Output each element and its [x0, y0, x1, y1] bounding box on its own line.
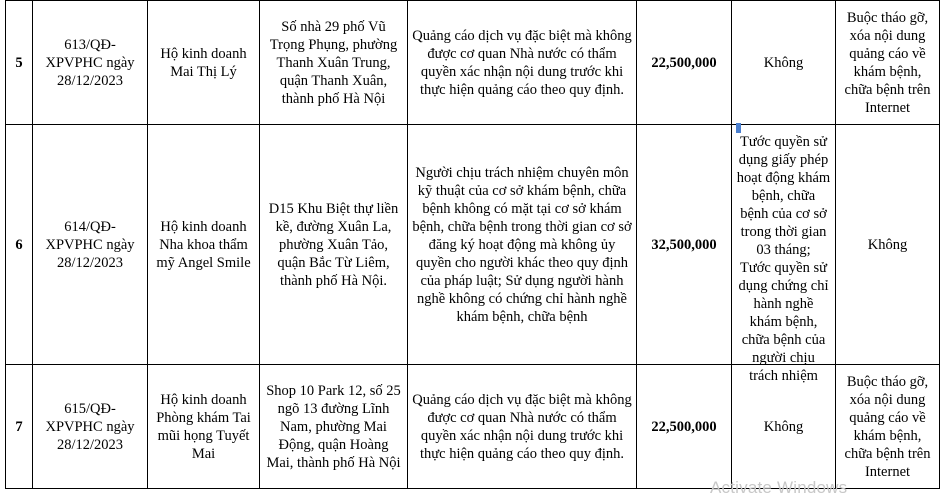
address-cell: Shop 10 Park 12, số 25 ngõ 13 đường Lĩnh Nam, phường Mai Động, quận Hoàng Mai, thành phố Hà Nội [260, 365, 408, 489]
activate-windows-watermark: Activate Windows [710, 478, 848, 497]
row-number: 6 [6, 125, 33, 365]
business-name-cell: Hộ kinh doanh Mai Thị Lý [148, 1, 260, 125]
additional-penalty-cell: Không [732, 365, 836, 489]
violation-cell: Quảng cáo dịch vụ đặc biệt mà không được cơ quan Nhà nước có thẩm quyền xác nhận nội dung trước khi thực hiện quảng cáo theo quy định. [408, 1, 637, 125]
decision-cell: 613/QĐ-XPVPHC ngày 28/12/2023 [33, 1, 148, 125]
remedy-cell: Buộc tháo gỡ, xóa nội dung quảng cáo về khám bệnh, chữa bệnh trên Internet [836, 365, 940, 489]
business-name-cell: Hộ kinh doanh Phòng khám Tai mũi họng Tuyết Mai [148, 365, 260, 489]
text-cursor-icon [736, 123, 741, 133]
fine-cell: 32,500,000 [637, 125, 732, 365]
additional-penalty-cell: Không [732, 1, 836, 125]
row-number: 7 [6, 365, 33, 489]
additional-penalty-cell [732, 125, 836, 384]
violation-cell: Người chịu trách nhiệm chuyên môn kỹ thuật của cơ sở khám bệnh, chữa bệnh không có mặt tại cơ sở khám bệnh, chữa bệnh trong thời gian cơ sở đăng ký hoạt động mà không ủy quyền cho người khác theo quy định của pháp luật; Sử dụng người hành nghề không có chứng chỉ hành nghề khám bệnh, chữa bệnh [408, 125, 637, 365]
remedy-cell: Buộc tháo gỡ, xóa nội dung quảng cáo về khám bệnh, chữa bệnh trên Internet [836, 1, 940, 125]
fine-cell: 22,500,000 [637, 1, 732, 125]
table-row [6, 1, 940, 125]
table-row [6, 125, 940, 365]
address-cell: Số nhà 29 phố Vũ Trọng Phụng, phường Thanh Xuân Trung, quận Thanh Xuân, thành phố Hà Nội [260, 1, 408, 125]
decision-cell: 614/QĐ-XPVPHC ngày 28/12/2023 [33, 125, 148, 365]
penalty-part-certificate: Tước quyền sử dụng chứng chỉ hành nghề khám bệnh, chữa bệnh của người chịu trách nhiệm [738, 259, 829, 384]
penalty-part-license: Tước quyền sử dụng giấy phép hoạt động khám bệnh, chữa bệnh của cơ sở trong thời gian 03 tháng; [736, 123, 831, 259]
remedy-cell: Không [836, 125, 940, 365]
fine-cell: 22,500,000 [637, 365, 732, 489]
business-name-cell: Hộ kinh doanh Nha khoa thẩm mỹ Angel Smile [148, 125, 260, 365]
penalty-table [5, 0, 940, 489]
decision-cell: 615/QĐ-XPVPHC ngày 28/12/2023 [33, 365, 148, 489]
address-cell: D15 Khu Biệt thự liền kề, đường Xuân La, phường Xuân Tảo, quận Bắc Từ Liêm, thành phố Hà Nội. [260, 125, 408, 365]
row-number: 5 [6, 1, 33, 125]
violation-cell: Quảng cáo dịch vụ đặc biệt mà không được cơ quan Nhà nước có thẩm quyền xác nhận nội dung trước khi thực hiện quảng cáo theo quy định. [408, 365, 637, 489]
